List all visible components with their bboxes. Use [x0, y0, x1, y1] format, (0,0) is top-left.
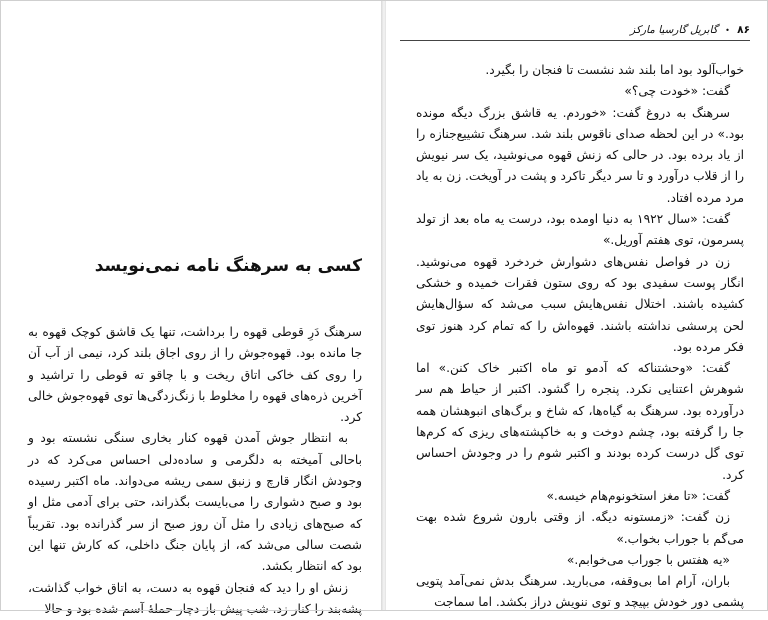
body-paragraph: سرهنگ به دروغ گفت: «خوردم. یه قاشق بزرگ دیگه مونده بود.» در این لحظه صدای ناقوس بلند شد. سرهنگ تشییع‌جنازه را از یاد برده بود. در حالی که زنش قهوه می‌نوشید، یک سر نیویش را از قلاب درآورد و تا سر دیگر تاکرد و پشت در آویخت. زن به یاد مرد مرده افتاد.	[416, 105, 744, 205]
body-paragraph: زن گفت: «زمستونه دیگه. از وقتی بارون شروع شده بهت می‌گم با جوراب بخواب.»	[416, 510, 744, 546]
body-paragraph: خواب‌آلود بود اما بلند شد نشست تا فنجان را بگیرد.	[485, 63, 744, 77]
chapter-title: کسی به سرهنگ نامه نمی‌نویسد	[94, 256, 362, 276]
body-paragraph: سرهنگ دَرِ قوطی قهوه را برداشت، تنها یک قاشق کوچک قهوه به جا مانده بود. قهوه‌جوش را از روی اجاق بلند کرد، نیمی از آب آن را روی کف خاکی اتاق ریخت و با چاقو ته قوطی را تراشید و آخرین ذره‌های قهوه را مخلوط با زنگ‌زدگی‌ها توی قهوه‌جوش خالی کرد.	[28, 325, 362, 425]
running-head-separator: •	[725, 26, 730, 35]
body-paragraph: گفت: «خودت چی؟»	[624, 84, 730, 99]
body-paragraph: زنش او را دید که فنجان قهوه به دست، به اتاق خواب گذاشت، پشه‌بند را کنار زد. شب پیش باز دچار حملهٔ آسم شده بود و حالا	[28, 580, 362, 616]
body-paragraph: گفت: «سال ۱۹۲۲ به دنیا اومده بود، درست یه ماه بعد از تولد پسرمون، توی هفتم آوریل.»	[416, 212, 744, 248]
body-paragraph: «یه هفتس با جوراب می‌خوابم.»	[566, 552, 730, 567]
body-paragraph: به انتظار جوش آمدن قهوه کنار بخاری سنگی نشسته بود و باحالی آمیخته به دلگرمی و ساده‌دلی احساس می‌کرد که در وجودش انگار قارچ و زنبق سمی ریشه می‌دواند. ماه اکتبر رسیده بود و صبح دشواری را می‌بایست بگذراند، حتی برای آدمی مثل او که صبح‌های زیادی را مثل آن روز صبح از سر گذرانده بود. تقریباً شصت سالی می‌شد که، از پایان جنگ داخلی، که کارش تنها این بود که انتظار بکشد.	[28, 431, 362, 574]
body-paragraph: باران، آرام اما بی‌وقفه، می‌بارید. سرهنگ بدش نمی‌آمد پتویی پشمی دور خودش بپیچد و توی ننویش دراز بکشد. اما سماجت	[416, 574, 744, 610]
running-head-title: گابریل گارسیا مارکز	[630, 24, 718, 36]
body-paragraph: گفت: «تا مغز استخونوم‌هام خیسه.»	[546, 488, 730, 503]
body-paragraph: گفت: «وحشتناکه که آدمو تو ماه اکتبر خاک کنن.» اما شوهرش اعتنایی نکرد. پنجره را گشود. اکتبر از حیاط هم سر درآورده بود. سرهنگ به گیاه‌ها، که شاخ و برگ‌های انبوهشان همه جا را گرفته بود، چشم دوخت و به خاکپشته‌های ریزی که کرم‌ها توی گل درست کرده بودند و اکتبر شوم را در وجودش احساس کرد.	[416, 361, 744, 482]
page-number: ۸۶	[737, 24, 750, 36]
body-paragraph: زن در فواصل نفس‌های دشوارش خردخرد قهوه می‌نوشید. انگار پوست سفیدی بود که روی ستون فقرات خمیده و خشکی کشیده باشند. اختلال نفس‌هایش سبب می‌شد که سؤال‌هایش لحن پرسشی نداشته باشند. قهوه‌اش را که تمام کرد هنوز توی فکر مرده بود.	[416, 254, 744, 354]
